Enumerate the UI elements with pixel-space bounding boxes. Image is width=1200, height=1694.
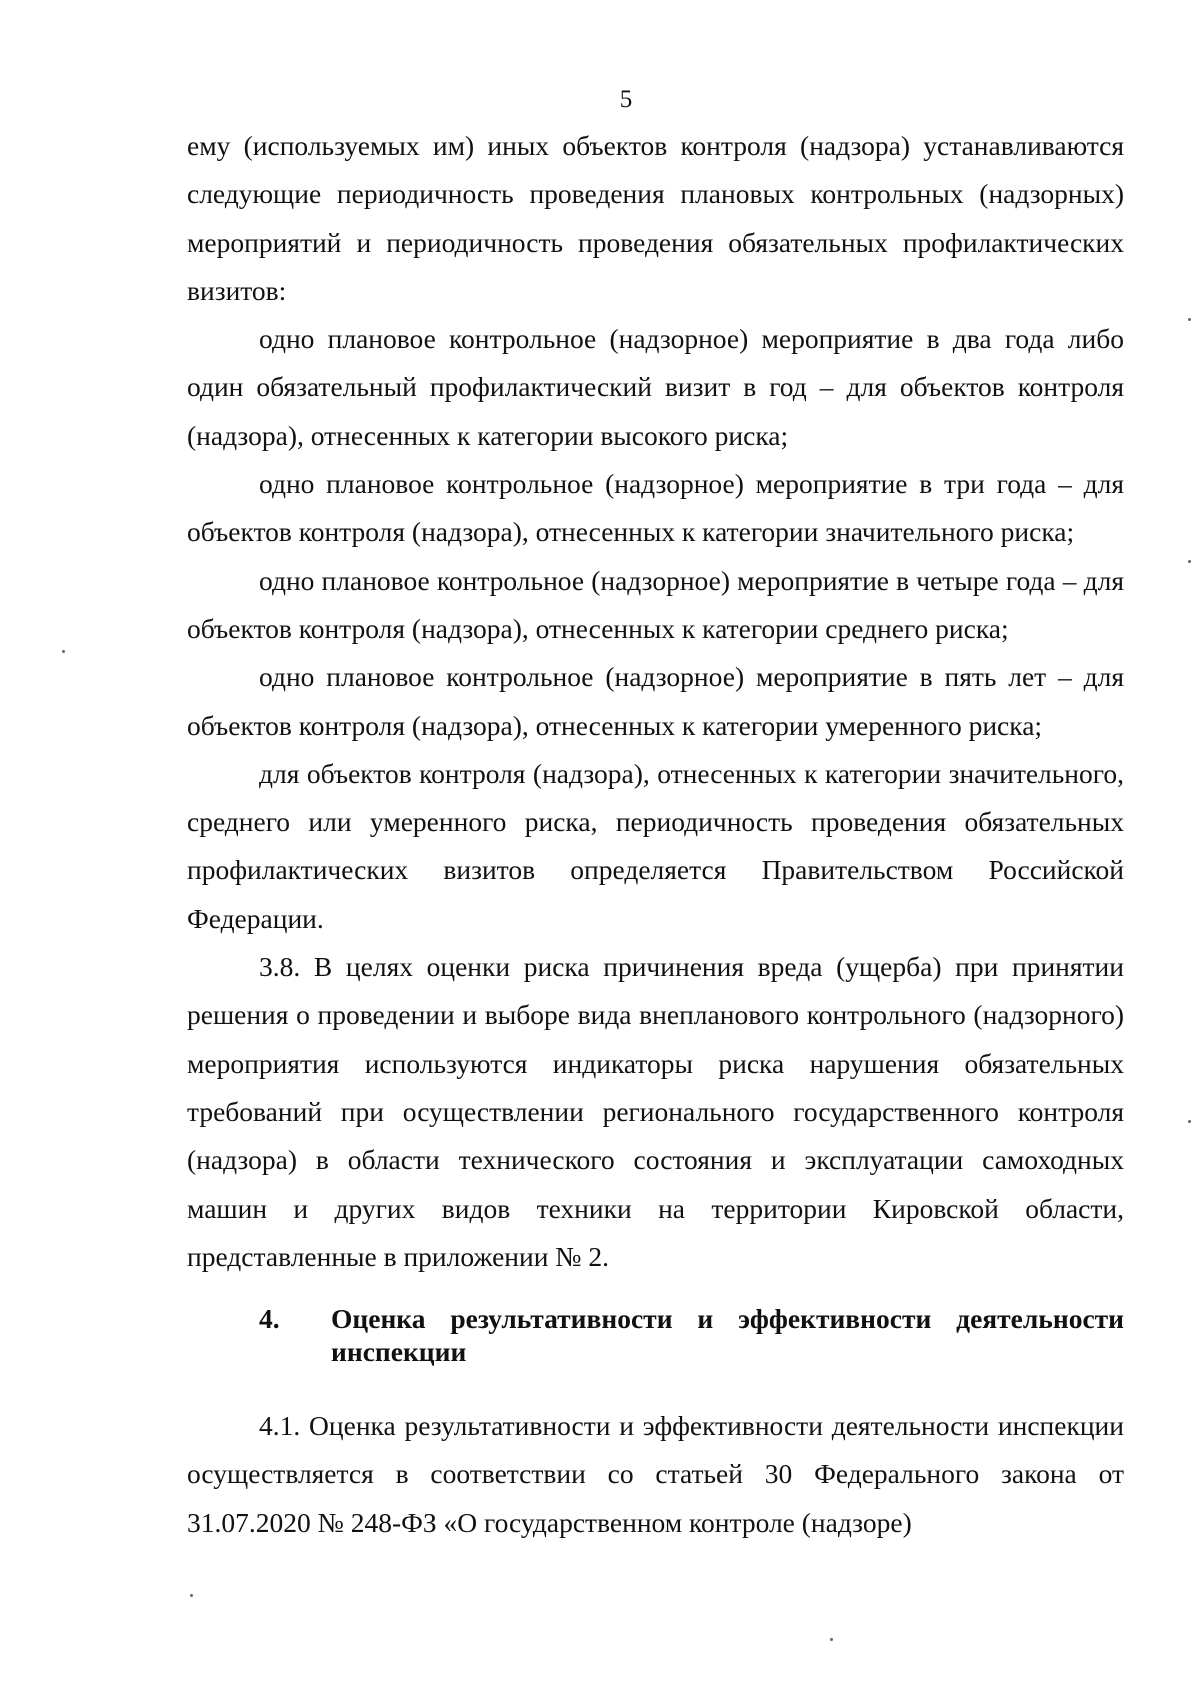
scan-speck bbox=[62, 650, 65, 653]
scan-speck bbox=[190, 1594, 193, 1597]
paragraph-4-1: 4.1. Оценка результативности и эффективности деятельности инспекции осуществляется в соответствии со статьей 30 Федерального закона от 31.07.2020 № 248-ФЗ «О государственном контроле (надзоре) bbox=[187, 1410, 1124, 1538]
paragraph-preventive-visits: для объектов контроля (надзора), отнесенных к категории значительного, среднего или умеренного риска, периодичность проведения обязательных профилактических визитов определяется Правительством Российской Федерации. bbox=[187, 757, 1124, 934]
page-number: 5 bbox=[619, 86, 633, 113]
paragraph-high-risk: одно плановое контрольное (надзорное) мероприятие в два года либо один обязательный профилактический визит в год – для объектов контроля (надзора), отнесенных к категории высокого риска; bbox=[187, 323, 1124, 451]
paragraph-significant-risk: одно плановое контрольное (надзорное) мероприятие в три года – для объектов контроля (надзора), отнесенных к категории значительного риска; bbox=[187, 468, 1124, 548]
scan-speck bbox=[1188, 318, 1191, 321]
scan-speck bbox=[1188, 1120, 1191, 1123]
paragraph-moderate-risk: одно плановое контрольное (надзорное) мероприятие в пять лет – для объектов контроля (надзора), отнесенных к категории умеренного риска; bbox=[187, 661, 1124, 741]
scan-speck bbox=[830, 1638, 833, 1641]
paragraph-medium-risk: одно плановое контрольное (надзорное) мероприятие в четыре года – для объектов контроля (надзора), отнесенных к категории среднего риска; bbox=[187, 564, 1124, 644]
paragraph-continuation: ему (используемых им) иных объектов контроля (надзора) устанавливаются следующие периодичность проведения плановых контрольных (надзорных) мероприятий и периодичность проведения обязательных профилактических визитов: bbox=[187, 130, 1124, 306]
section-title: Оценка результативности и эффективности деятельности инспекции bbox=[331, 1303, 1124, 1368]
section-heading bbox=[187, 1302, 1124, 1368]
document-body bbox=[187, 122, 1124, 1547]
scan-speck bbox=[1188, 560, 1191, 563]
section-number: 4. bbox=[259, 1303, 280, 1335]
paragraph-3-8: 3.8. В целях оценки риска причинения вреда (ущерба) при принятии решения о проведении и выборе вида внепланового контрольного (надзорного) мероприятия используются индикаторы риска нарушения обязательных требований при осуществлении регионального государственного контроля (надзора) в области технического состояния и эксплуатации самоходных машин и других видов техники на территории Кировской области, представленные в приложении № 2. bbox=[187, 951, 1124, 1272]
